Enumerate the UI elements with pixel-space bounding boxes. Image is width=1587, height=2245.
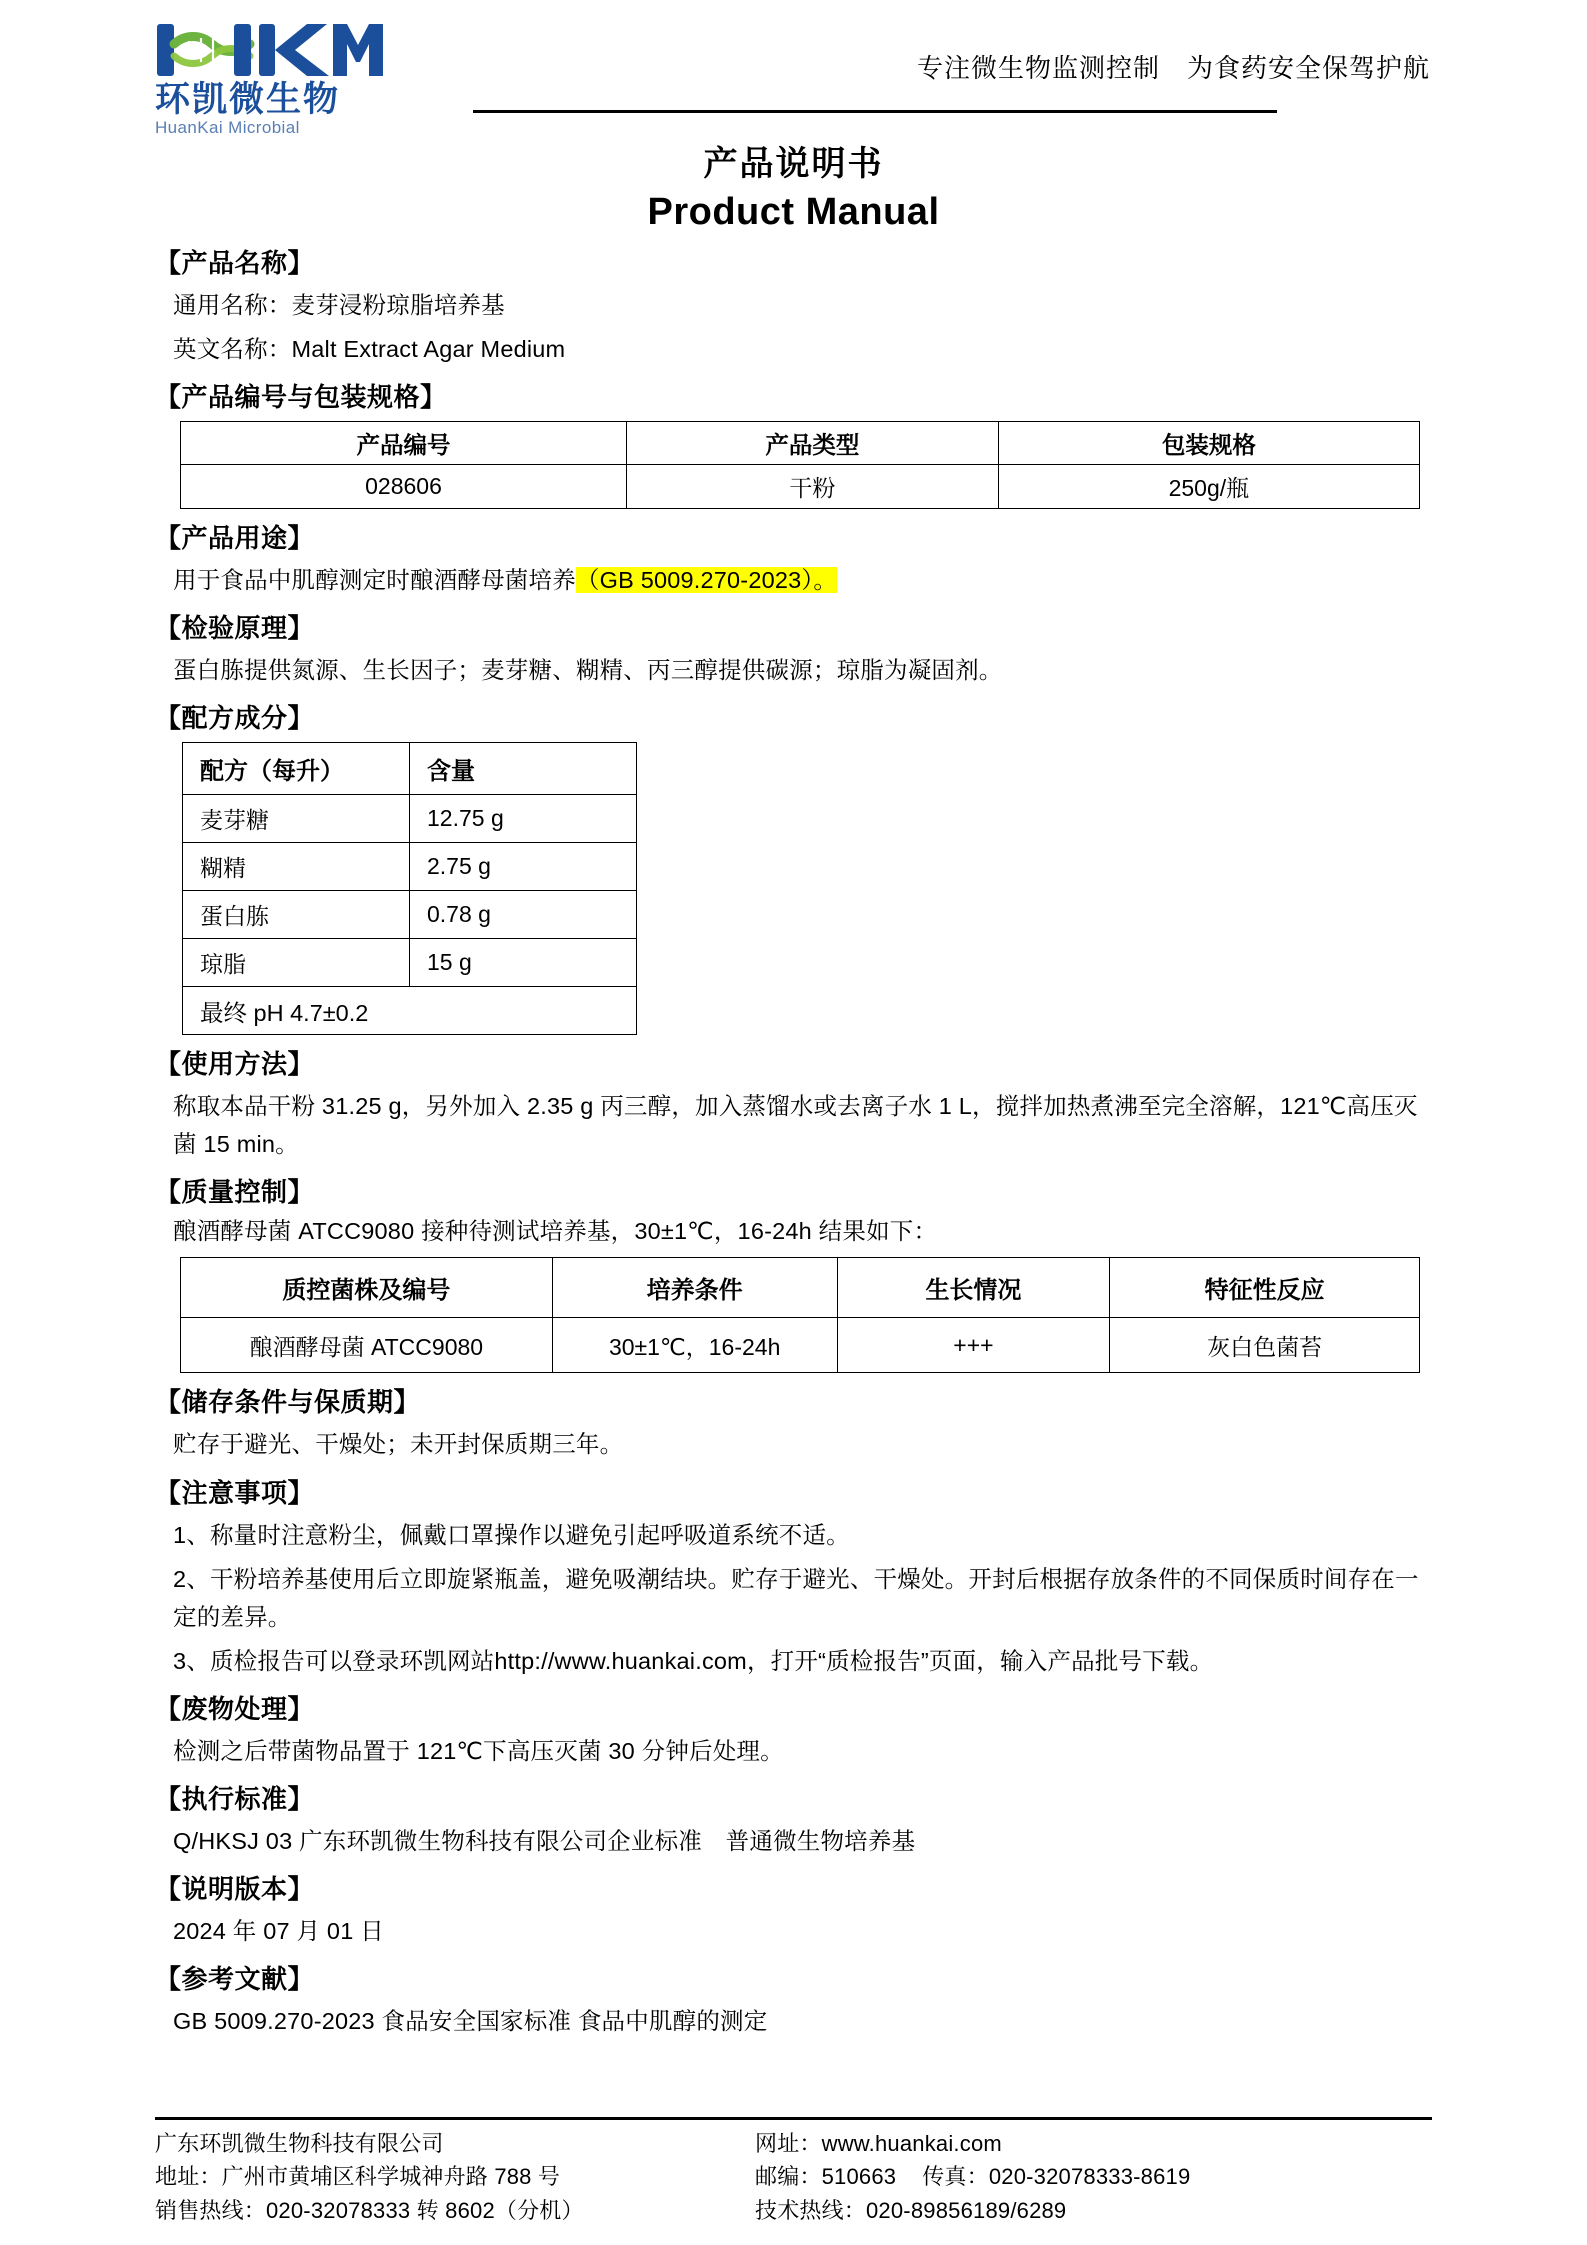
table-header-row — [181, 422, 1420, 465]
table-row — [183, 843, 637, 891]
footer-company-name: 广东环凯微生物科技有限公司 — [155, 2130, 444, 2156]
footer-fax: 传真：020-32078333-8619 — [922, 2164, 1191, 2190]
table-row — [181, 1318, 1420, 1373]
table-header-row — [181, 1258, 1420, 1318]
footer-divider-rule — [155, 2117, 1432, 2120]
formula-ingredient-name: 麦芽糖 — [183, 795, 410, 843]
qc-cell-reaction: 灰白色菌苔 — [1110, 1318, 1420, 1373]
page-title-cn: 产品说明书 — [703, 145, 884, 183]
footer-right-column — [755, 2127, 1432, 2227]
page-title-en: Product Manual — [647, 191, 940, 233]
registered-trademark-icon: ® — [369, 22, 381, 39]
qc-cell-growth: +++ — [837, 1318, 1110, 1373]
product-english-name: 英文名称：Malt Extract Agar Medium — [173, 336, 566, 363]
principle-text: 蛋白胨提供氮源、生长因子；麦芽糖、糊精、丙三醇提供碳源；琼脂为凝固剂。 — [173, 657, 1003, 684]
footer-postcode-fax — [755, 2160, 1432, 2193]
section-heading-references: 【参考文献】 — [155, 1963, 315, 1994]
formula-col-ingredient: 配方（每升） — [183, 743, 410, 795]
spec-col-product-code: 产品编号 — [181, 422, 627, 465]
product-purpose-text — [173, 561, 1432, 599]
reference-text: GB 5009.270-2023 食品安全国家标准 食品中肌醇的测定 — [173, 2007, 768, 2034]
section-heading-spec: 【产品编号与包装规格】 — [155, 382, 447, 413]
formula-final-ph: 最终 pH 4.7±0.2 — [183, 987, 637, 1035]
formula-ingredient-name: 蛋白胨 — [183, 891, 410, 939]
header-slogan: 专注微生物监测控制 为食药安全保驾护航 — [916, 53, 1430, 83]
qc-col-strain: 质控菌株及编号 — [181, 1258, 553, 1318]
section-heading-standard: 【执行标准】 — [155, 1783, 315, 1814]
spec-col-product-type: 产品类型 — [627, 422, 999, 465]
footer-website: 网址：www.huankai.com — [755, 2130, 1002, 2156]
spec-table — [180, 421, 1420, 509]
product-generic-name: 通用名称：麦芽浸粉琼脂培养基 — [173, 292, 505, 318]
section-heading-waste: 【废物处理】 — [155, 1693, 315, 1724]
section-heading-storage: 【储存条件与保质期】 — [155, 1387, 421, 1418]
formula-ingredient-amount: 2.75 g — [410, 843, 637, 891]
section-heading-purpose: 【产品用途】 — [155, 523, 315, 554]
storage-text: 贮存于避光、干燥处；未开封保质期三年。 — [173, 1431, 624, 1458]
table-row — [183, 939, 637, 987]
table-row — [183, 891, 637, 939]
formula-ingredient-amount: 12.75 g — [410, 795, 637, 843]
section-heading-formula: 【配方成分】 — [155, 703, 315, 734]
precaution-item-2: 2、干粉培养基使用后立即旋紧瓶盖，避免吸潮结块。贮存于避光、干燥处。开封后根据存放条件的不同保质时间存在一定的差异。 — [173, 1565, 1419, 1630]
quality-control-table — [180, 1257, 1420, 1373]
purpose-text-plain: 用于食品中肌醇测定时酿酒酵母菌培养 — [173, 567, 576, 594]
section-heading-method: 【使用方法】 — [155, 1049, 315, 1080]
header-slogan-area — [455, 0, 1432, 85]
footer-tech-hotline: 技术热线：020-89856189/6289 — [755, 2197, 1067, 2223]
table-row-ph — [183, 987, 637, 1035]
spec-cell-product-code: 028606 — [181, 465, 627, 509]
formula-ingredient-amount: 0.78 g — [410, 891, 637, 939]
footer-postcode: 邮编：510663 — [755, 2164, 897, 2190]
company-logo — [155, 0, 455, 138]
hkm-wordmark-icon — [155, 18, 385, 80]
hkm-logo-mark — [155, 18, 455, 85]
method-text: 称取本品干粉 31.25 g，另外加入 2.35 g 丙三醇，加入蒸馏水或去离子水 1 L，搅拌加热煮沸至完全溶解，121℃高压灭菌 15 min。 — [173, 1093, 1418, 1158]
logo-chinese-name: 环凯微生物 — [155, 80, 341, 119]
spec-cell-package-size: 250g/瓶 — [998, 465, 1419, 509]
footer-left-column — [155, 2127, 755, 2227]
qc-col-conditions: 培养条件 — [552, 1258, 837, 1318]
qc-cell-conditions: 30±1℃，16-24h — [552, 1318, 837, 1373]
formula-col-amount: 含量 — [410, 743, 637, 795]
standard-text: Q/HKSJ 03 广东环凯微生物科技有限公司企业标准 普通微生物培养基 — [173, 1827, 916, 1854]
version-date: 2024 年 07 月 01 日 — [173, 1917, 384, 1944]
footer-content — [155, 2127, 1432, 2227]
formula-ingredient-name: 琼脂 — [183, 939, 410, 987]
qc-cell-strain: 酿酒酵母菌 ATCC9080 — [181, 1318, 553, 1373]
table-header-row — [183, 743, 637, 795]
spec-cell-product-type: 干粉 — [627, 465, 999, 509]
precaution-item-3: 3、质检报告可以登录环凯网站http://www.huankai.com，打开“质检报告”页面，输入产品批号下载。 — [173, 1647, 1214, 1674]
section-heading-precautions: 【注意事项】 — [155, 1477, 315, 1508]
spec-col-package-size: 包装规格 — [998, 422, 1419, 465]
table-row — [183, 795, 637, 843]
quality-control-intro: 酿酒酵母菌 ATCC9080 接种待测试培养基，30±1℃，16-24h 结果如下： — [173, 1218, 938, 1245]
precaution-item-1: 1、称量时注意粉尘，佩戴口罩操作以避免引起呼吸道系统不适。 — [173, 1521, 850, 1548]
header-divider-rule — [473, 110, 1277, 113]
qc-col-growth: 生长情况 — [837, 1258, 1110, 1318]
purpose-standard-highlight: （GB 5009.270-2023）。 — [575, 567, 838, 594]
document-footer — [155, 2117, 1432, 2227]
logo-english-name: HuanKai Microbial — [155, 118, 300, 137]
section-heading-product-name: 【产品名称】 — [155, 248, 315, 278]
footer-sales-hotline: 销售热线：020-32078333 转 8602（分机） — [155, 2197, 584, 2223]
footer-address: 地址：广州市黄埔区科学城神舟路 788 号 — [155, 2164, 561, 2190]
section-heading-version: 【说明版本】 — [155, 1873, 315, 1904]
document-header — [155, 0, 1432, 137]
table-row — [181, 465, 1420, 509]
formula-ingredient-name: 糊精 — [183, 843, 410, 891]
section-heading-principle: 【检验原理】 — [155, 613, 315, 644]
formula-table — [182, 742, 637, 1035]
section-heading-quality-control: 【质量控制】 — [155, 1177, 315, 1208]
formula-ingredient-amount: 15 g — [410, 939, 637, 987]
qc-col-reaction: 特征性反应 — [1110, 1258, 1420, 1318]
waste-text: 检测之后带菌物品置于 121℃下高压灭菌 30 分钟后处理。 — [173, 1737, 784, 1764]
